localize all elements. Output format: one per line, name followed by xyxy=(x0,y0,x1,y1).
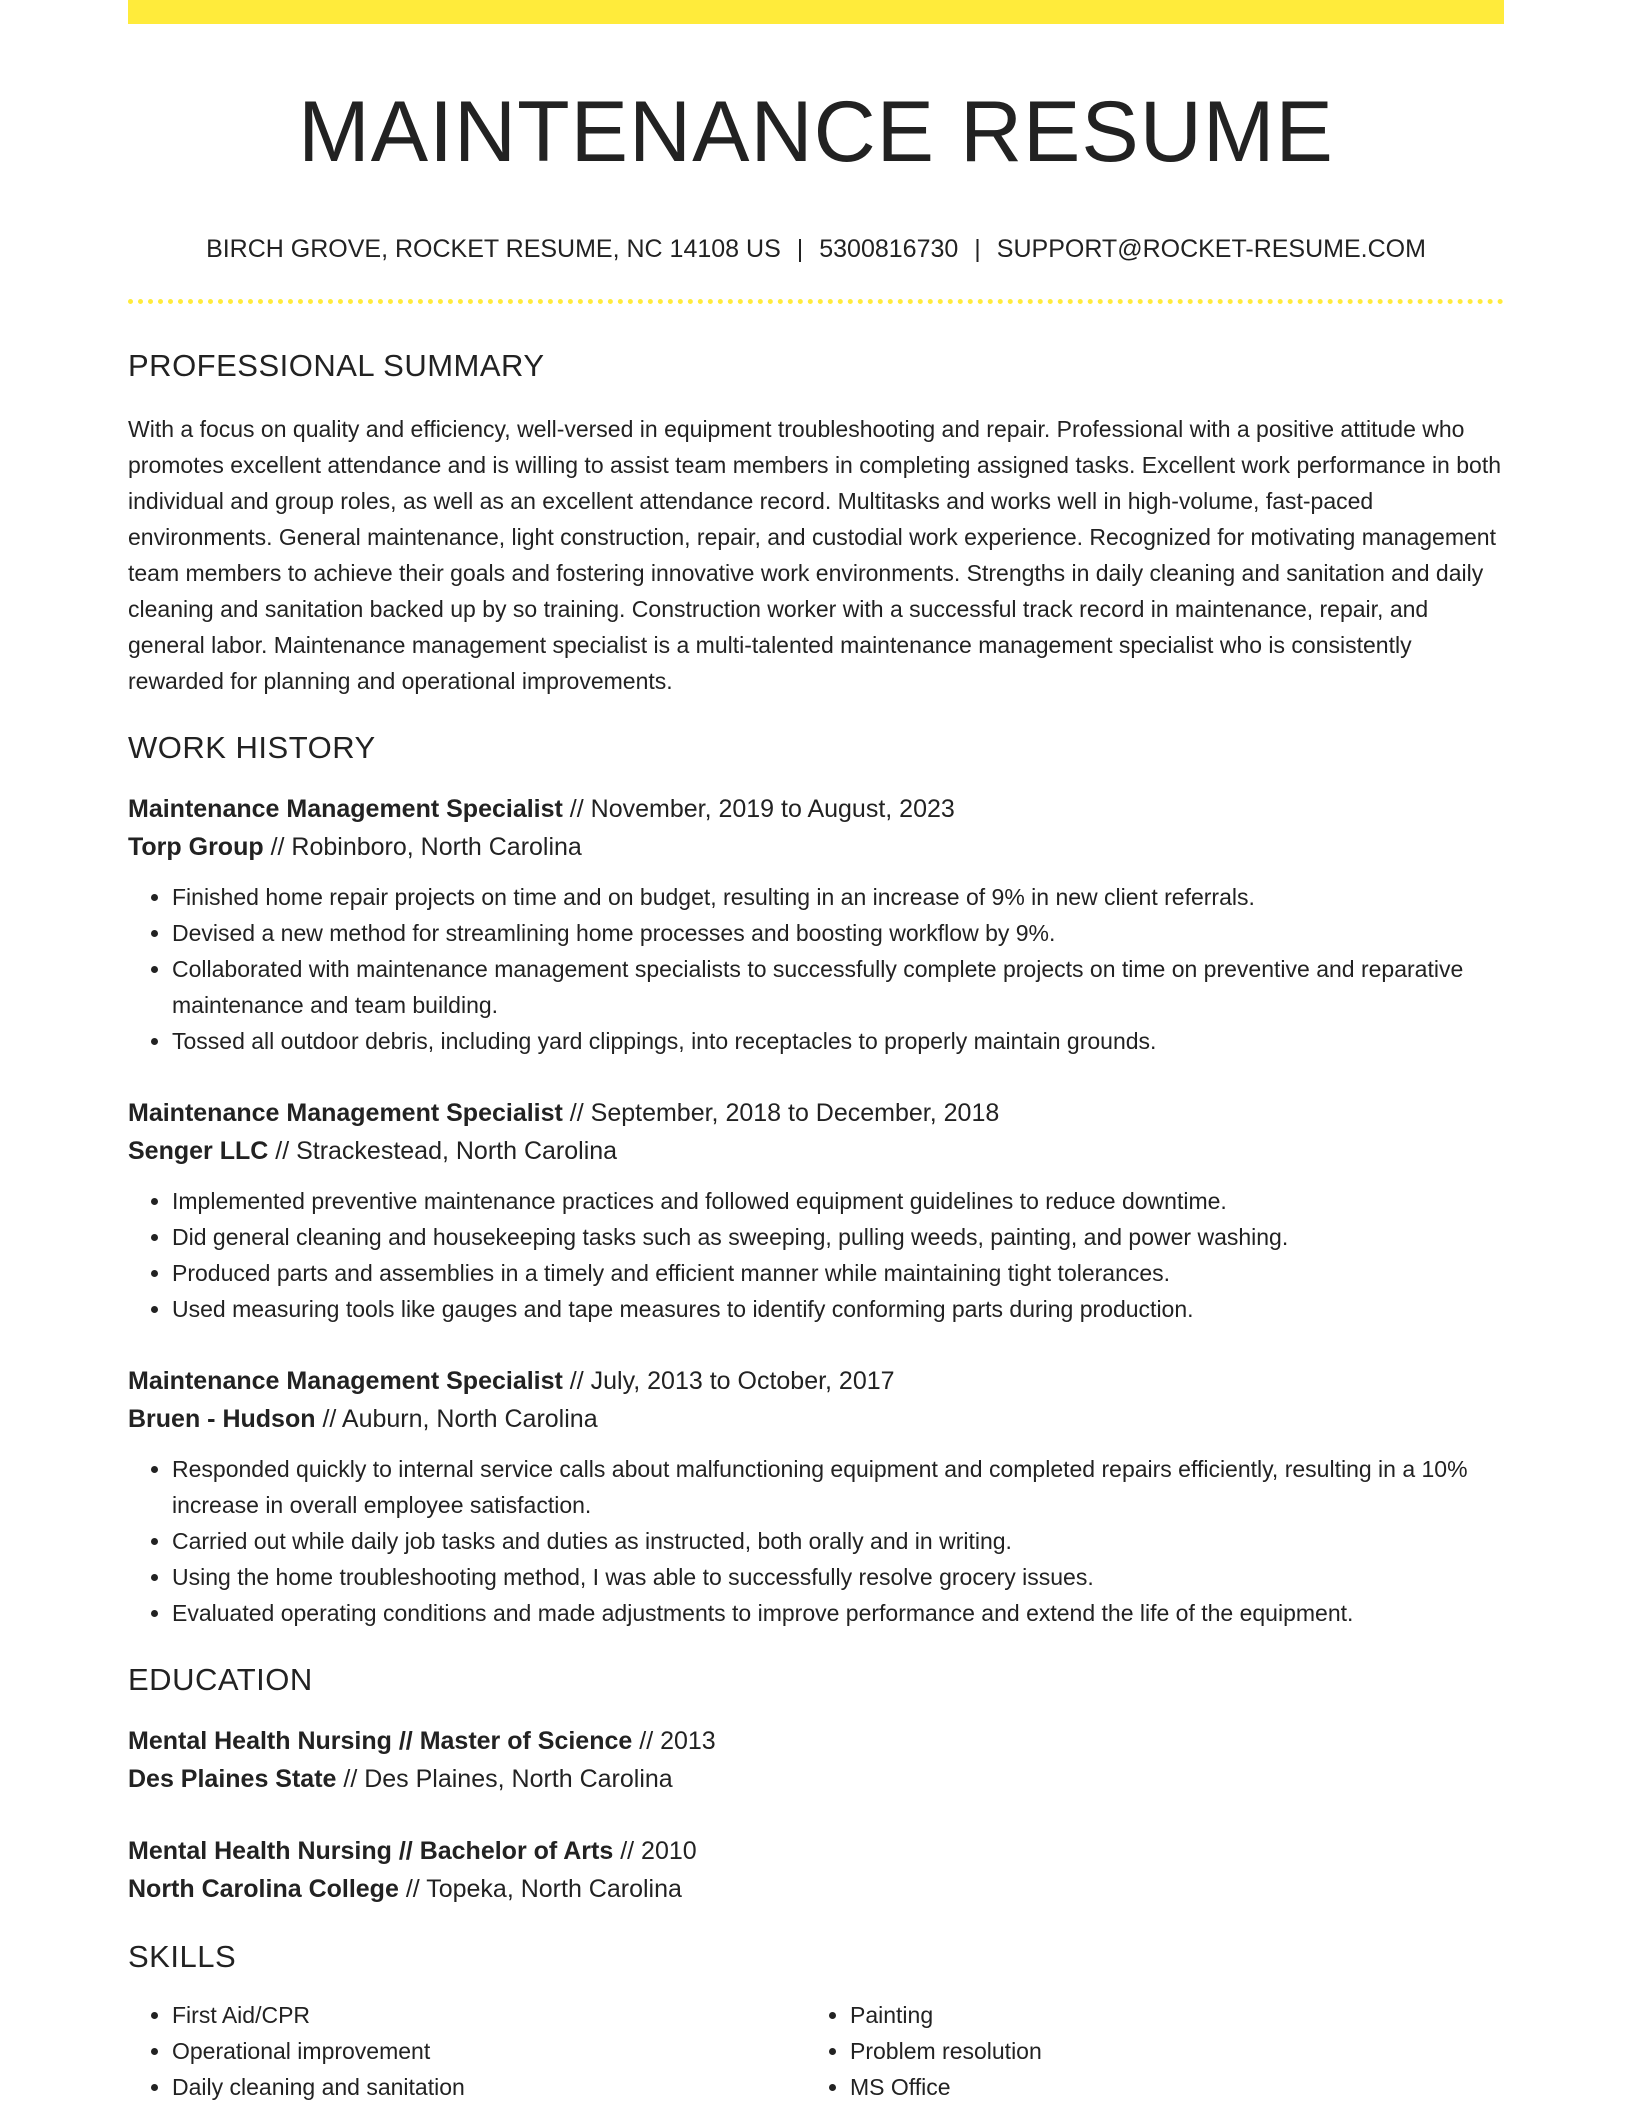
resume-title: MAINTENANCE RESUME xyxy=(298,84,1334,180)
list-item: • Produced parts and assemblies in a timely and efficient manner while maintaining tight tolerances. xyxy=(172,1255,1504,1291)
resume-page xyxy=(128,0,1504,2105)
skill-item: • Problem resolution xyxy=(850,2033,1484,2069)
job-company: Torp Group xyxy=(128,833,264,861)
degree-line xyxy=(128,1722,1504,1760)
job-title-line xyxy=(128,1362,1504,1400)
skills-list-left xyxy=(128,1997,806,2105)
list-item: • Finished home repair projects on time and on budget, resulting in an increase of 9% in new client referrals. xyxy=(172,879,1504,915)
list-item: • Devised a new method for streamlining home processes and boosting workflow by 9%. xyxy=(172,915,1504,951)
school-line xyxy=(128,1760,1504,1798)
job-dates: // July, 2013 to October, 2017 xyxy=(562,1367,895,1395)
job-company-line xyxy=(128,1400,1504,1438)
skill-item: • MS Office xyxy=(850,2069,1484,2105)
list-item: • Evaluated operating conditions and made adjustments to improve performance and extend the life of the equipment. xyxy=(172,1595,1504,1631)
job-title: Maintenance Management Specialist xyxy=(128,1367,563,1395)
job-company: Senger LLC xyxy=(128,1137,269,1165)
degree: Mental Health Nursing // Bachelor of Arts xyxy=(128,1837,614,1865)
job-location: // Robinboro, North Carolina xyxy=(263,833,582,861)
job-location: // Auburn, North Carolina xyxy=(315,1405,598,1433)
skills-grid xyxy=(128,1997,1504,2105)
contact-phone: 5300816730 xyxy=(819,235,959,263)
graduation-year: // 2010 xyxy=(613,1837,697,1865)
degree: Mental Health Nursing // Master of Science xyxy=(128,1727,633,1755)
list-item: • Implemented preventive maintenance practices and followed equipment guidelines to reduce downtime. xyxy=(172,1183,1504,1219)
contact-line xyxy=(128,232,1504,266)
job-title: Maintenance Management Specialist xyxy=(128,795,563,823)
contact-separator: | xyxy=(796,235,804,263)
summary-text: With a focus on quality and efficiency, well-versed in equipment troubleshooting and repair. Professional with a positive attitude who promotes excellent attendance and is willing to assist team members in completing assigned tasks. Excellent work performance in both individual and group roles, as well as an excellent attendance record. Multitasks and works well in high-volume, fast-paced environments. General maintenance, light construction, repair, and custodial work experience. Recognized for motivating management team members to achieve their goals and fostering innovative work environments. Strengths in daily cleaning and sanitation and daily cleaning and sanitation backed up by so training. Construction worker with a successful track record in maintenance, repair, and general labor. Maintenance management specialist is a multi-talented maintenance management specialist who is consistently rewarded for planning and operational improvements. xyxy=(128,416,1502,694)
school: Des Plaines State xyxy=(128,1765,337,1793)
job-title-line xyxy=(128,790,1504,828)
skill-item: • First Aid/CPR xyxy=(172,1997,806,2033)
skills-heading: SKILLS xyxy=(128,1939,237,1974)
job-bullets xyxy=(128,1183,1504,1327)
skill-item: • Painting xyxy=(850,1997,1484,2033)
list-item: • Collaborated with maintenance management specialists to successfully complete projects on time on preventive and reparative maintenance and team building. xyxy=(172,951,1504,1023)
school-location: // Des Plaines, North Carolina xyxy=(336,1765,673,1793)
job-company-line xyxy=(128,828,1504,866)
job-company: Bruen - Hudson xyxy=(128,1405,316,1433)
list-item: • Did general cleaning and housekeeping tasks such as sweeping, pulling weeds, painting, and power washing. xyxy=(172,1219,1504,1255)
job-bullets xyxy=(128,1451,1504,1631)
job-company-line xyxy=(128,1132,1504,1170)
list-item: • Carried out while daily job tasks and duties as instructed, both orally and in writing. xyxy=(172,1523,1504,1559)
school: North Carolina College xyxy=(128,1875,399,1903)
skills-list-right xyxy=(806,1997,1484,2105)
contact-separator: | xyxy=(974,235,981,263)
job-location: // Strackestead, North Carolina xyxy=(268,1137,618,1165)
skill-item: • Operational improvement xyxy=(172,2033,806,2069)
list-item: • Responded quickly to internal service calls about malfunctioning equipment and completed repairs efficiently, resulting in a 10% increase in overall employee satisfaction. xyxy=(172,1451,1504,1523)
list-item: • Tossed all outdoor debris, including yard clippings, into receptacles to properly maintain grounds. xyxy=(172,1023,1504,1059)
job-title-line xyxy=(128,1094,1504,1132)
list-item: • Used measuring tools like gauges and tape measures to identify conforming parts during production. xyxy=(172,1291,1504,1327)
education-entry xyxy=(128,1722,1504,1798)
school-location: // Topeka, North Carolina xyxy=(398,1875,682,1903)
education-heading: EDUCATION xyxy=(128,1662,313,1697)
graduation-year: // 2013 xyxy=(632,1727,716,1755)
job-dates: // September, 2018 to December, 2018 xyxy=(562,1099,1000,1127)
job-dates: // November, 2019 to August, 2023 xyxy=(562,795,955,823)
job-title: Maintenance Management Specialist xyxy=(128,1099,563,1127)
job-entry xyxy=(128,1094,1504,1327)
job-bullets xyxy=(128,879,1504,1059)
education-entry xyxy=(128,1832,1504,1908)
list-item: • Using the home troubleshooting method, I was able to successfully resolve grocery issues. xyxy=(172,1559,1504,1595)
contact-email: SUPPORT@ROCKET-RESUME.COM xyxy=(996,235,1426,263)
job-entry xyxy=(128,1362,1504,1631)
header-divider xyxy=(128,299,1504,304)
skill-item: • Daily cleaning and sanitation xyxy=(172,2069,806,2105)
summary-heading: PROFESSIONAL SUMMARY xyxy=(128,348,545,383)
work-history-heading: WORK HISTORY xyxy=(128,730,376,765)
degree-line xyxy=(128,1832,1504,1870)
school-line xyxy=(128,1870,1504,1908)
job-entry xyxy=(128,790,1504,1059)
accent-bar xyxy=(128,0,1504,24)
contact-address: BIRCH GROVE, ROCKET RESUME, NC 14108 US xyxy=(206,235,781,263)
